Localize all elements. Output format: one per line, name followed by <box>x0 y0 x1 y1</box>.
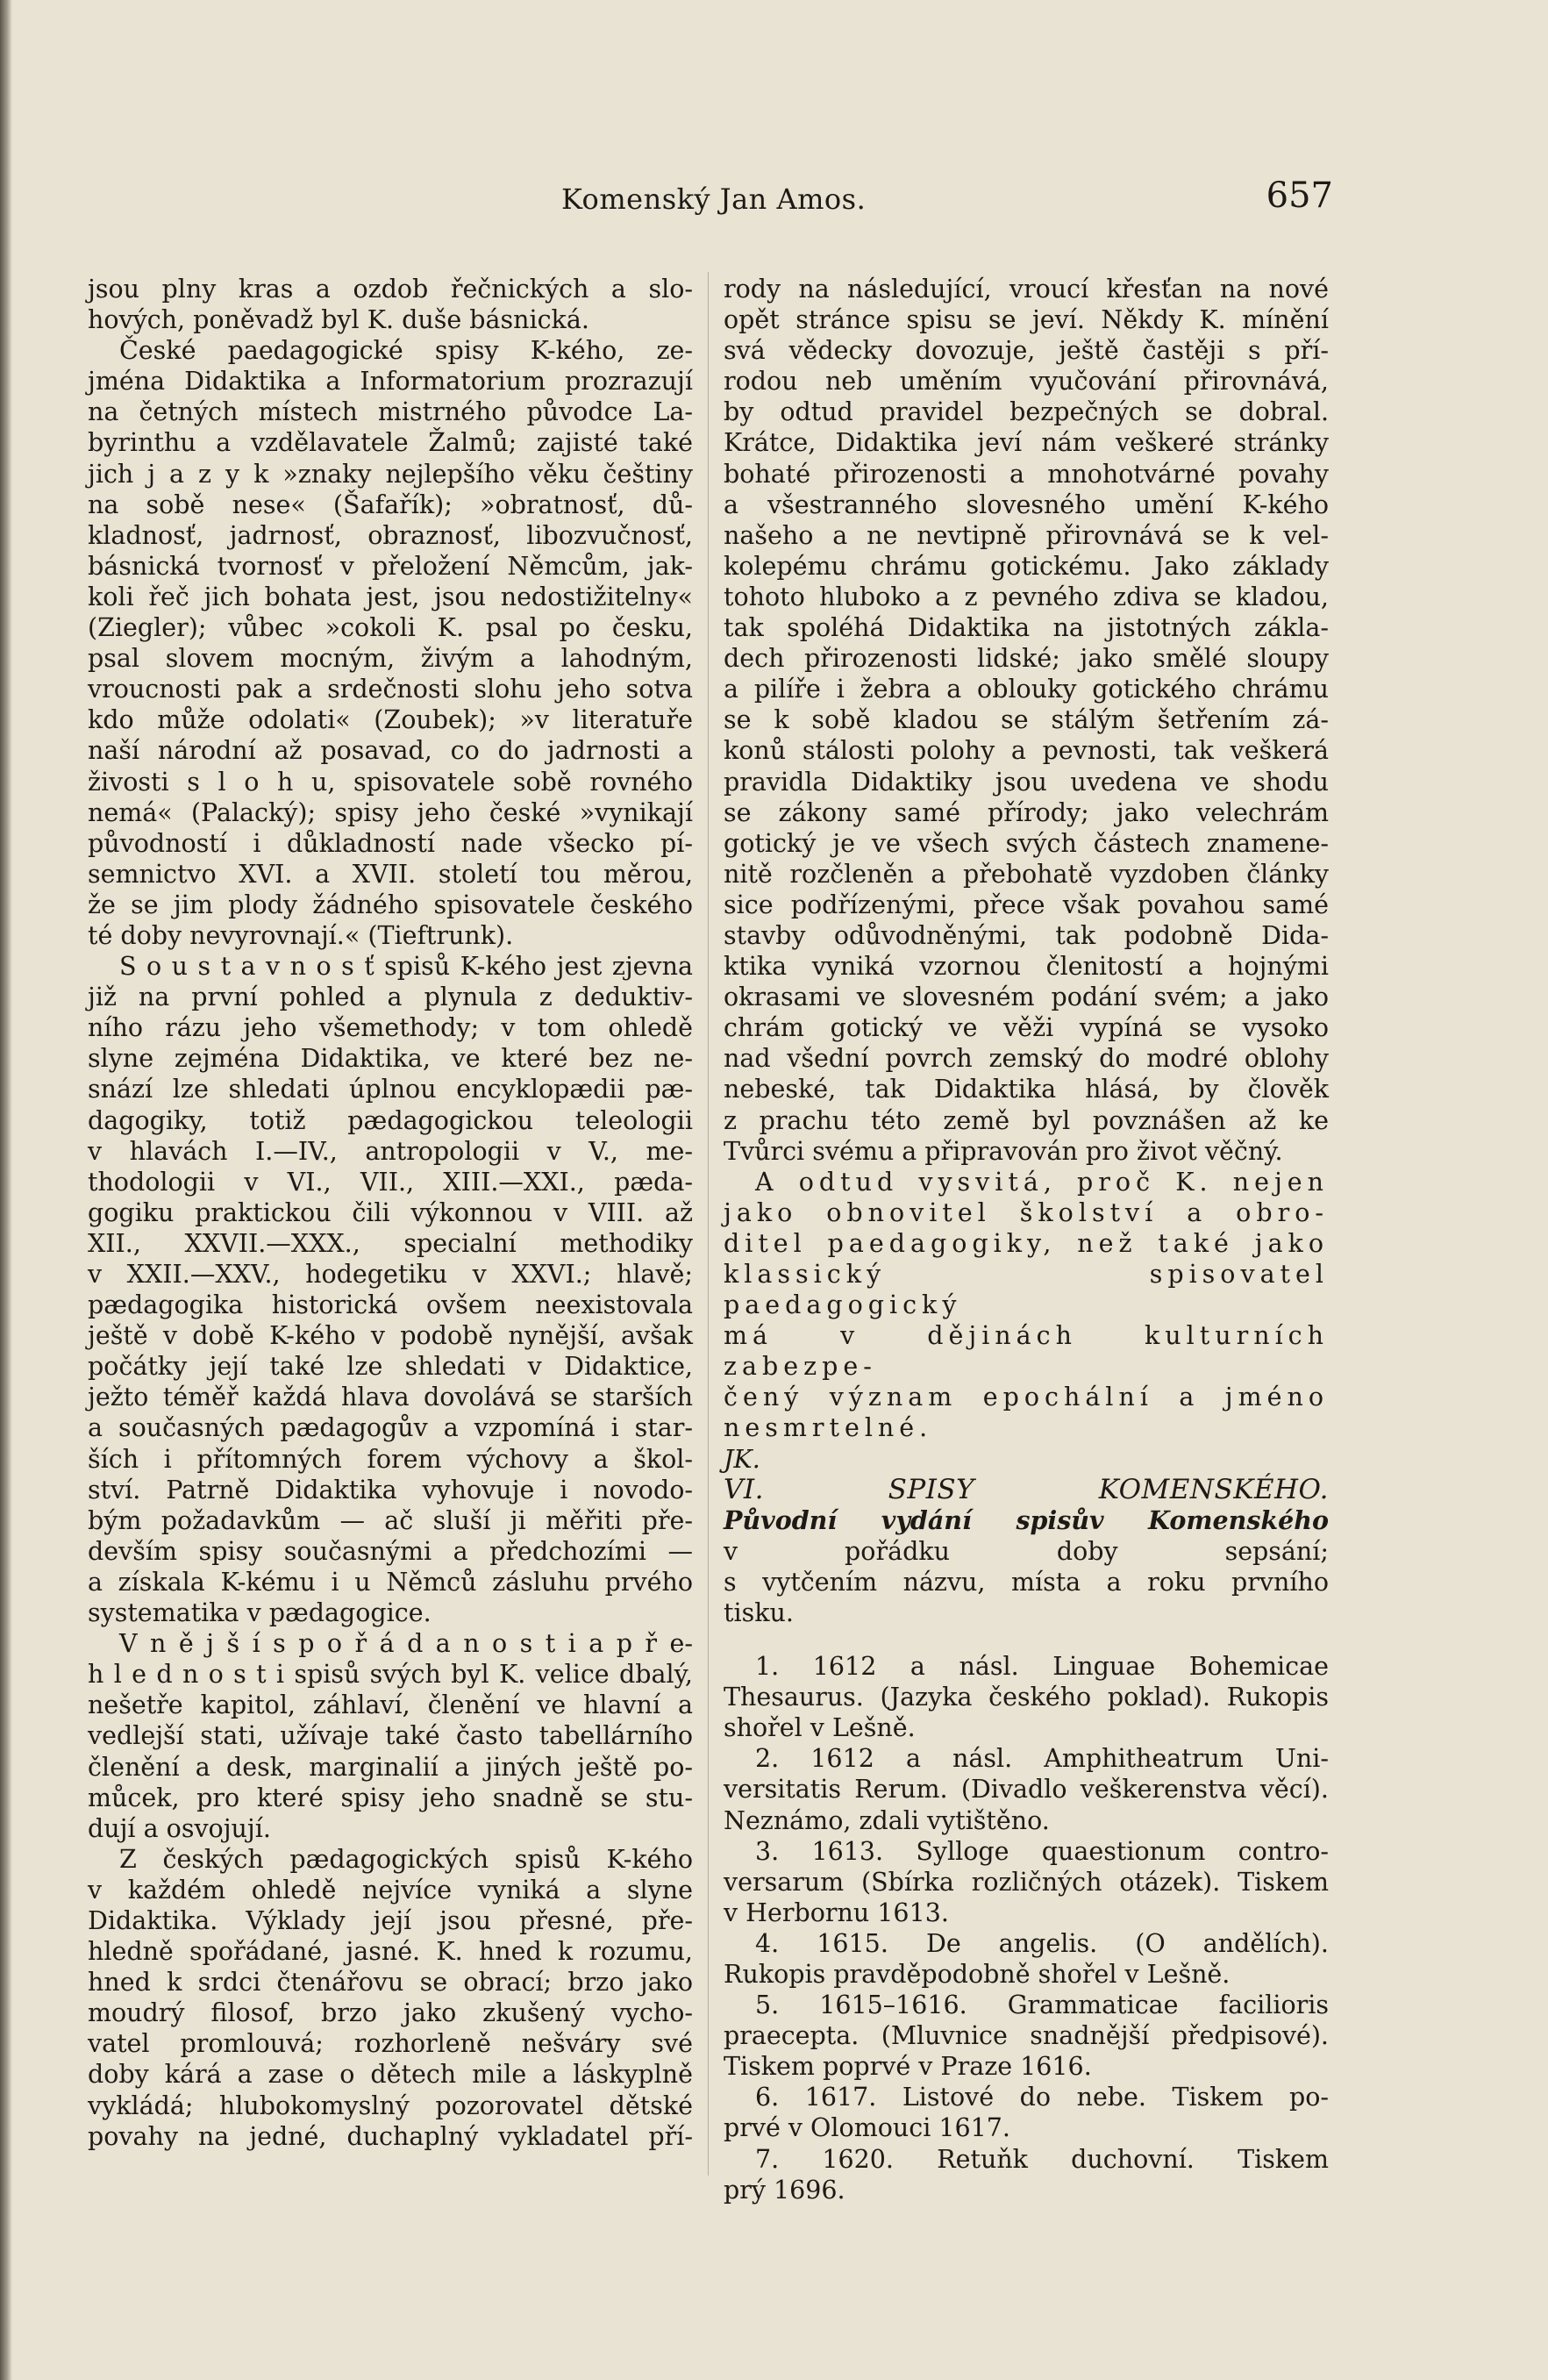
text-line: dech přirozenosti lidské; jako smělé sloupy <box>724 644 1329 674</box>
text-line: 6. 1617. Listové do nebe. Tiskem po- <box>755 2083 1329 2112</box>
text-line: ších i přítomných forem výchovy a škol- <box>88 1444 693 1474</box>
text-line: na četných místech mistrného původce La- <box>88 397 693 427</box>
author-signature: JK. <box>724 1444 760 1474</box>
text-line: chrám gotický ve věži vypíná se vysoko <box>724 1013 1329 1043</box>
text-line: pædagogika historická ovšem neexistovala <box>88 1290 693 1320</box>
running-title: Komenský Jan Amos. <box>561 182 867 216</box>
text-line: bohaté přirozenosti a mnohotvárné povahy <box>724 459 1329 489</box>
text-line: v hlavách I.—IV., antropologii v V., me- <box>88 1136 693 1166</box>
text-line: slyne zejména Didaktika, ve které bez ne- <box>88 1044 693 1074</box>
text-line: čený význam epochální a jméno <box>724 1383 1329 1412</box>
paragraph-3 <box>88 951 693 1628</box>
section-subtitle: Původní vydání spisův Komenského <box>724 1504 1329 1535</box>
text-line: ježto téměř každá hlava dovolává se starších <box>88 1383 693 1412</box>
text-line: básnická tvornosť v přeložení Němcům, jak- <box>88 551 693 581</box>
text-line: svá vědecky dovozuje, ještě častěji s pří- <box>724 336 1329 366</box>
paragraph-4 <box>88 1628 693 1844</box>
text-line: vatel promlouvá; rozhorleně nešváry své <box>88 2029 693 2059</box>
text-line: dují a osvojují. <box>88 1813 271 1843</box>
page-number: 657 <box>1266 175 1333 216</box>
text-line: 1. 1612 a násl. Linguae Bohemicae <box>755 1652 1329 1682</box>
text-line: jako obnovitel školství a obro- <box>724 1197 1329 1227</box>
text-line: že se jim plody žádného spisovatele českého <box>88 890 693 919</box>
text-line: v Herbornu 1613. <box>724 1898 949 1927</box>
text-line: již na první pohled a plynula z deduktiv- <box>88 983 693 1012</box>
text-line: v XXII.—XXV., hodegetiku v XXVI.; hlavě; <box>88 1260 693 1289</box>
text-line: gogiku praktickou čili výkonnou v VIII. až <box>88 1197 693 1227</box>
text-line: thodologii v VI., VII., XIII.—XXI., pæda- <box>88 1167 693 1197</box>
right-column <box>724 274 1329 2205</box>
text-line: nitě rozčleněn a přebohatě vyzdoben články <box>724 859 1329 889</box>
text-line: se k sobě kladou se stálým šetřením zá- <box>724 705 1329 735</box>
text-line: a všestranného slovesného umění K-kého <box>724 490 1329 519</box>
text-line: povahy na jedné, duchaplný vykladatel pří- <box>88 2121 693 2151</box>
text-line: versarum (Sbírka rozličných otázek). Tiskem <box>724 1867 1329 1897</box>
text-line: 4. 1615. De angelis. (O andělích). <box>755 1928 1329 1958</box>
list-item <box>724 1651 1329 1743</box>
list-item <box>724 1928 1329 1990</box>
text-line: moudrý filosof, brzo jako zkušený vycho- <box>88 1998 693 2028</box>
text-line: jsou plny kras a ozdob řečnických a slo- <box>88 275 693 304</box>
text-line: vroucnosti pak a srdečnosti slohu jeho sotva <box>88 675 693 704</box>
list-item <box>724 2144 1329 2205</box>
text-line: 5. 1615–1616. Grammaticae facilioris <box>755 1990 1329 2020</box>
text-line: nemá« (Palacký); spisy jeho české »vynikají <box>88 797 693 827</box>
text-line: Z českých pædagogických spisů K-kého <box>119 1844 693 1874</box>
text-line: rodou neb uměním vyučování přirovnává, <box>724 367 1329 397</box>
text-line: můcek, pro které spisy jeho snadně se stu- <box>88 1783 693 1812</box>
page-header <box>88 175 1333 228</box>
text-line: tak spoléhá Didaktika na jistotných zákla- <box>724 613 1329 643</box>
text-line: nad všední povrch zemský do modré oblohy <box>724 1044 1329 1074</box>
column-divider <box>708 272 709 2176</box>
text-line: dagogiky, totiž pædagogickou teleologii <box>88 1105 693 1135</box>
text-line: hned k srdci čtenářovu se obrací; brzo jako <box>88 1968 693 1998</box>
text-line: systematika v pædagogice. <box>88 1598 432 1628</box>
text-line: Tiskem poprvé v Praze 1616. <box>724 2052 1092 2082</box>
text-line: hových, poněvadž byl K. duše básnická. <box>88 305 589 335</box>
text-line: snází lze shledati úplnou encyklopædii pæ- <box>88 1075 693 1104</box>
text-line: S o u s t a v n o s ť spisů K-kého jest zjevna <box>119 952 693 982</box>
text-line: Tvůrci svému a připravován pro život věčný. <box>724 1136 1283 1166</box>
text-line: ditel paedagogiky, než také jako <box>724 1228 1329 1258</box>
text-line: konů stálosti polohy a pevnosti, tak veškerá <box>724 736 1329 766</box>
text-line: stavby odůvodněnými, tak podobně Dida- <box>724 920 1329 950</box>
section-title: VI. SPISY KOMENSKÉHO. <box>724 1473 1329 1505</box>
text-line: nešetře kapitol, záhlaví, členění ve hlavní a <box>88 1690 693 1720</box>
text-line: versitatis Rerum. (Divadlo veškerenstva věcí). <box>724 1775 1329 1805</box>
text-line: členění a desk, marginalií a jiných ještě po- <box>88 1752 693 1782</box>
text-line: 2. 1612 a násl. Amphitheatrum Uni- <box>755 1744 1329 1774</box>
text-line: gotický je ve všech svých částech znamene- <box>724 828 1329 858</box>
text-line: doby kárá a zase o dětech mile a láskyplně <box>88 2060 693 2090</box>
text-line: Krátce, Didaktika jeví nám veškeré stránky <box>724 428 1329 458</box>
text-line: a pilíře i žebra a oblouky gotického chrámu <box>724 675 1329 704</box>
text-line: byrinthu a vzdělavatele Žalmů; zajisté také <box>88 428 693 458</box>
text-line: Thesaurus. (Jazyka českého poklad). Rukopis <box>724 1683 1329 1712</box>
text-line: praecepta. (Mluvnice snadnější předpisové). <box>724 2021 1329 2051</box>
text-line: V n ě j š í s p o ř á d a n o s t i a p ř e- <box>119 1629 693 1659</box>
text-line: jména Didaktika a Informatorium prozrazují <box>88 367 693 397</box>
text-line: XII., XXVII.—XXX., specialní methodiky <box>88 1228 693 1258</box>
text-line: a získala K-kému i u Němců zásluhu prvého <box>88 1567 693 1597</box>
text-line: shořel v Lešně. <box>724 1713 916 1743</box>
text-line: pravidla Didaktiky jsou uvedena ve shodu <box>724 767 1329 797</box>
text-line: počátky její také lze shledati v Didaktice, <box>88 1352 693 1382</box>
text-line: hledně spořádané, jasné. K. hned k rozumu, <box>88 1937 693 1967</box>
text-line: nebeské, tak Didaktika hlásá, by člověk <box>724 1075 1329 1104</box>
text-line: České paedagogické spisy K-kého, ze- <box>119 336 693 366</box>
list-item <box>724 1743 1329 1835</box>
text-line: ního rázu jeho všemethody; v tom ohledě <box>88 1013 693 1043</box>
text-line: na sobě nese« (Šafařík); »obratnosť, dů- <box>88 490 693 519</box>
text-line: bým požadavkům — ač sluší ji měřiti pře- <box>88 1505 693 1535</box>
text-line: kolepému chrámu gotickému. Jako základy <box>724 551 1329 581</box>
text-line: se zákony samé přírody; jako velechrám <box>724 797 1329 827</box>
list-item <box>724 1836 1329 1928</box>
paragraph-7 <box>724 1167 1329 1444</box>
paragraph-2 <box>88 335 693 951</box>
text-line: Rukopis pravděpodobně shořel v Lešně. <box>724 1959 1231 1989</box>
text-line: koli řeč jich bohata jest, jsou nedostižitelny« <box>88 582 693 611</box>
text-line: jich j a z y k »znaky nejlepšího věku češtiny <box>88 459 693 489</box>
text-line: semnictvo XVI. a XVII. století tou měrou, <box>88 859 693 889</box>
text-line: z prachu této země byl povznášen až ke <box>724 1105 1329 1135</box>
text-line: okrasami ve slovesném podání svém; a jako <box>724 983 1329 1012</box>
text-line: A odtud vysvitá, proč K. nejen <box>755 1167 1329 1197</box>
text-line: v každém ohledě nejvíce vyniká a slyne <box>88 1875 693 1905</box>
text-line: tohoto hluboko a z pevného zdiva se kladou, <box>724 582 1329 611</box>
text-line: kdo může odolati« (Zoubek); »v literatuře <box>88 705 693 735</box>
text-line: sice podřízenými, přece však povahou samé <box>724 890 1329 919</box>
text-line: rody na následující, vroucí křesťan na nové <box>724 275 1329 304</box>
text-line: má v dějinách kulturních zabezpe- <box>724 1321 1329 1382</box>
text-line: h l e d n o s t i spisů svých byl K. velice dbalý, <box>88 1660 693 1690</box>
text-line: nesmrtelné. <box>724 1413 933 1443</box>
paragraph-5 <box>88 1844 693 2152</box>
text-line: opět stránce spisu se jeví. Někdy K. mínění <box>724 305 1329 335</box>
text-line: ství. Patrně Didaktika vyhovuje i novodo- <box>88 1475 693 1504</box>
text-line: naší národní až posavad, co do jadrnosti a <box>88 736 693 766</box>
paragraph-6 <box>724 274 1329 1167</box>
bibliography-list <box>724 1651 1329 2205</box>
list-item <box>724 1990 1329 2082</box>
text-line: prý 1696. <box>724 2175 845 2205</box>
text-line: vykládá; hlubokomyslný pozorovatel dětské <box>88 2091 693 2120</box>
text-line: živosti s l o h u, spisovatele sobě rovného <box>88 767 693 797</box>
text-line: devším spisy současnými a předchozími — <box>88 1536 693 1566</box>
text-line: (Ziegler); vůbec »cokoli K. psal po česku, <box>88 613 693 643</box>
paragraph-1 <box>88 274 693 335</box>
text-line: ktika vyniká vzornou členitostí a hojnými <box>724 952 1329 982</box>
text-line: té doby nevyrovnají.« (Tieftrunk). <box>88 920 514 950</box>
section-subtitle: s vytčením názvu, místa a roku prvního <box>724 1567 1329 1597</box>
text-line: kladnosť, jadrnosť, obraznosť, libozvučnosť, <box>88 520 693 550</box>
text-line: ještě v době K-kého v podobě nynější, avšak <box>88 1321 693 1351</box>
section-subtitle: tisku. <box>724 1597 794 1627</box>
section-subtitle: v pořádku doby sepsání; <box>724 1536 1329 1566</box>
text-line: Neznámo, zdali vytištěno. <box>724 1805 1050 1835</box>
list-item <box>724 2082 1329 2143</box>
text-line: vedlejší stati, užívaje také často tabellárního <box>88 1721 693 1751</box>
text-line: původností i důkladností nade všecko pí- <box>88 828 693 858</box>
left-column <box>88 274 693 2152</box>
text-line: Didaktika. Výklady její jsou přesné, pře- <box>88 1905 693 1935</box>
text-line: prvé v Olomouci 1617. <box>724 2113 1010 2143</box>
text-line: 3. 1613. Sylloge quaestionum contro- <box>755 1836 1329 1866</box>
text-line: a současných pædagogův a vzpomíná i star- <box>88 1413 693 1443</box>
text-line: 7. 1620. Retuňk duchovní. Tiskem <box>755 2144 1329 2174</box>
text-line: psal slovem mocným, živým a lahodným, <box>88 644 693 674</box>
text-line: by odtud pravidel bezpečných se dobral. <box>724 397 1329 427</box>
text-line: klassický spisovatel paedagogický <box>724 1260 1329 1320</box>
text-line: našeho a ne nevtipně přirovnává se k vel- <box>724 520 1329 550</box>
book-spine-shadow <box>0 0 12 2380</box>
